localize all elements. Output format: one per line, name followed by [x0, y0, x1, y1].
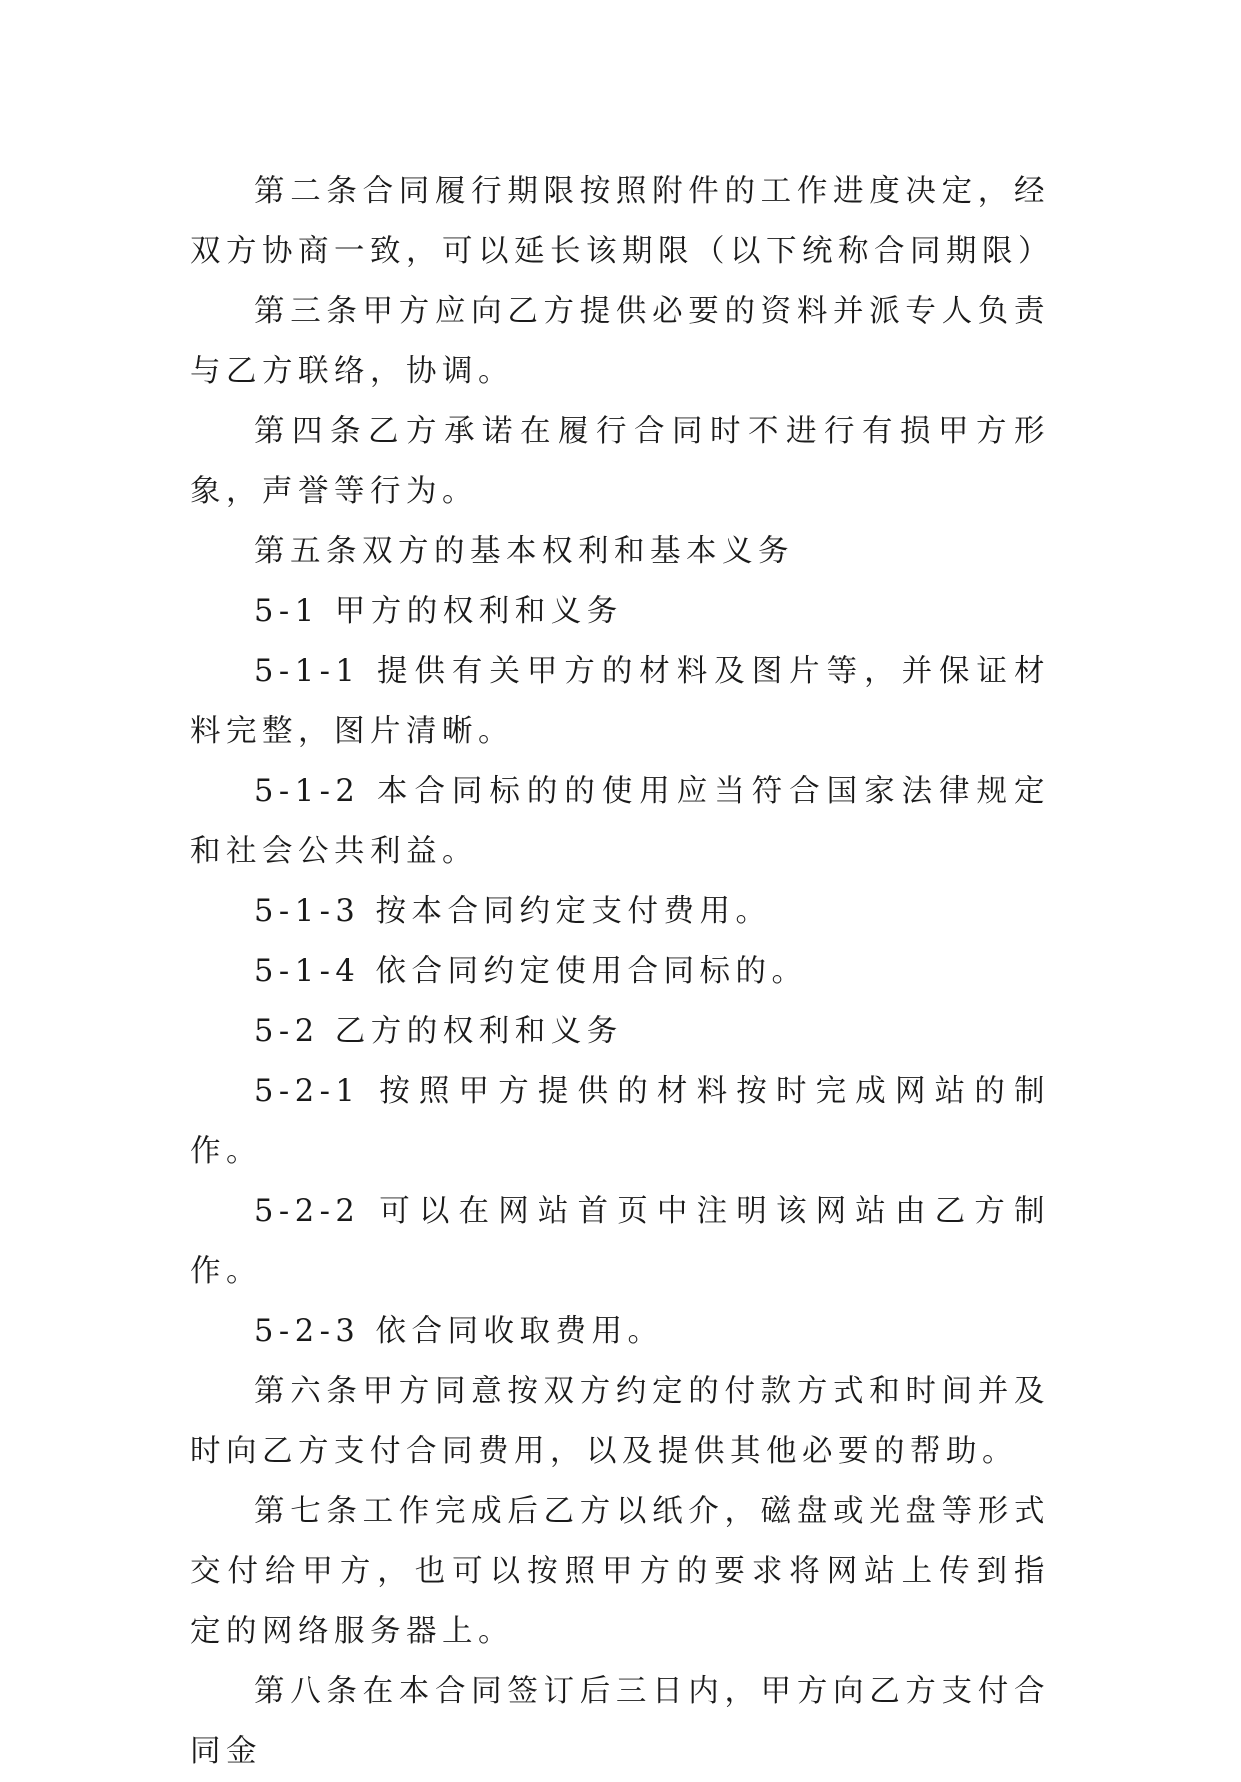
- clause-5-1-heading: 5-1 甲方的权利和义务: [254, 594, 623, 629]
- clause-5-2-3: 5-2-3 依合同收取费用。: [254, 1314, 664, 1349]
- clause-5-heading: 第五条双方的基本权利和基本义务: [254, 534, 794, 569]
- clause-8: 第八条在本合同签订后三日内，甲方向乙方支付合同金: [190, 1674, 1050, 1769]
- clause-6: 第六条甲方同意按双方约定的付款方式和时间并及时向乙方支付合同费用，以及提供其他必要的帮助。: [190, 1374, 1050, 1469]
- clause-5-1-4: 5-1-4 依合同约定使用合同标的。: [254, 954, 808, 989]
- clause-3: 第三条甲方应向乙方提供必要的资料并派专人负责与乙方联络，协调。: [190, 294, 1050, 389]
- clause-5-1-3: 5-1-3 按本合同约定支付费用。: [254, 894, 772, 929]
- clause-5-1-1: 5-1-1 提供有关甲方的材料及图片等，并保证材料完整，图片清晰。: [190, 654, 1050, 749]
- clause-5-2-heading: 5-2 乙方的权利和义务: [254, 1014, 623, 1049]
- document-body: [190, 162, 1054, 1782]
- clause-4: 第四条乙方承诺在履行合同时不进行有损甲方形象，声誉等行为。: [190, 414, 1050, 509]
- clause-2: 第二条合同履行期限按照附件的工作进度决定，经双方协商一致，可以延长该期限（以下统称合同期限）: [190, 174, 1054, 269]
- clause-5-2-1: 5-2-1 按照甲方提供的材料按时完成网站的制作。: [190, 1074, 1050, 1169]
- clause-5-1-2: 5-1-2 本合同标的的使用应当符合国家法律规定和社会公共利益。: [190, 774, 1050, 869]
- clause-5-2-2: 5-2-2 可以在网站首页中注明该网站由乙方制作。: [190, 1194, 1050, 1289]
- clause-7: 第七条工作完成后乙方以纸介，磁盘或光盘等形式交付给甲方，也可以按照甲方的要求将网站上传到指定的网络服务器上。: [190, 1494, 1050, 1649]
